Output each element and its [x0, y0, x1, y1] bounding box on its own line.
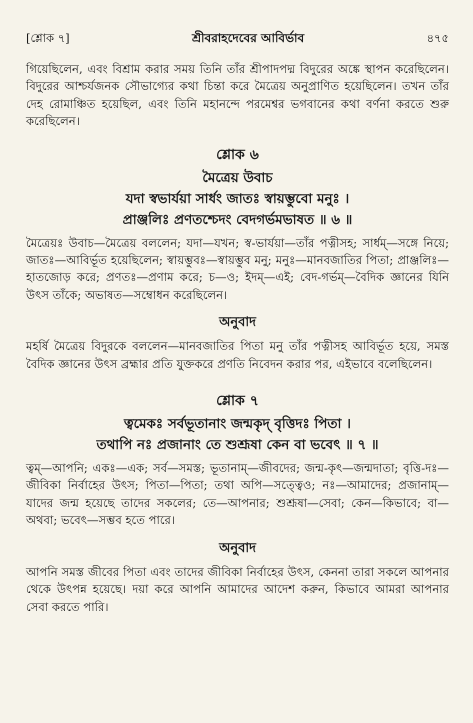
header-chapter-title: শ্রীবরাহদেবের আবির্ভাব	[192, 31, 305, 45]
verse-6-heading: শ্লোক ৬	[216, 146, 259, 163]
verse-7-translation: আপনি সমস্ত জীবের পিতা এবং তাদের জীবিকা নির্বাহের উৎস, কেননা তারা সকলে আপনার থেকে উৎপন্ন হয়েছে। দয়া করে আপনি আমাদের আদেশ করুন, কিভাবে আমরা আপনার সেবা করতে পারি।	[26, 564, 449, 614]
running-header	[26, 0, 449, 50]
verse-6-translation-heading: অনুবাদ	[219, 315, 256, 331]
header-page-number: ৪৭৫	[426, 31, 449, 45]
verse-7-heading: শ্লোক ৭	[216, 393, 259, 410]
verse-6-line-1: যদা স্বভার্যয়া সার্ধং জাতঃ স্বায়ম্ভুবো মনুঃ ।	[125, 190, 350, 207]
verse-7-translation-heading: অনুবাদ	[219, 540, 256, 556]
intro-paragraph: গিয়েছিলেন, এবং বিশ্রাম করার সময় তিনি তাঁর শ্রীপাদপদ্ম বিদুরের অঙ্কে স্থাপন করেছিলেন। বিদুরের আশ্চর্যজনক সৌভাগ্যের কথা চিন্তা করে মৈত্রেয় অনুপ্রাণিত হয়েছিলেন। তখন তাঁর দেহ রোমাঞ্চিত হয়েছিল, এবং তিনি মহানন্দে পরমেশ্বর ভগবানের কথা বর্ণনা করতে শুরু করেছিলেন।	[26, 62, 449, 129]
verse-7-line-2: তথাপি নঃ প্রজানাং তে শুশ্রূষা কেন বা ভবেৎ ॥ ৭ ॥	[96, 437, 379, 454]
verse-6-text	[26, 189, 449, 231]
verse-7-text	[26, 414, 449, 456]
verse-6-line-2: প্রাঞ্জলিঃ প্রণতশ্চেদং বেদগর্ভমভাষত ॥ ৬ ॥	[122, 211, 353, 228]
verse-7-synonyms: ত্বম্—আপনি; একঃ—এক; সর্ব—সমস্ত; ভূতানাম্—জীবদের; জন্ম-কৃৎ—জন্মদাতা; বৃত্তি-দঃ—জীবিকা নির্বাহের উৎস; পিতা—পিতা; তথা অপি—সত্ত্বেও; নঃ—আমাদের; প্রজানাম্—যাদের জন্ম হয়েছে তাদের সকলের; তে—আপনার; শুশ্রূষা—সেবা; কেন—কিভাবে; বা—অথবা; ভবেৎ—সম্ভব হতে পারে।	[26, 461, 449, 528]
verse-7-line-1: ত্বমেকঃ সর্বভূতানাং জন্মকৃদ্ বৃত্তিদঃ পিতা ।	[123, 416, 352, 433]
verse-6-translation: মহর্ষি মৈত্রেয় বিদুরকে বললেন—মানবজাতির পিতা মনু তাঁর পত্নীসহ আবির্ভূত হয়ে, সমস্ত বৈদিক জ্ঞানের উৎস ব্রহ্মার প্রতি যুক্তকরে প্রণতি নিবেদন করার পর, এইভাবে বলেছিলেন।	[26, 339, 449, 371]
verse-6-speaker: মৈত্রেয় উবাচ	[202, 169, 273, 186]
header-verse-ref: [শ্লোক ৭]	[26, 31, 70, 45]
verse-6-synonyms: মৈত্রেয়ঃ উবাচ—মৈত্রেয় বললেন; যদা—যখন; স্ব-ভার্যয়া—তাঁর পত্নীসহ; সার্ধম্—সঙ্গে নিয়ে; জাতঃ—আবির্ভূত হয়েছিলেন; স্বায়ম্ভুবঃ—স্বায়ম্ভুব মনু; মনুঃ—মানবজাতির পিতা; প্রাঞ্জলিঃ—হাতজোড় করে; প্রণতঃ—প্রণাম করে; চ—ও; ইদম্—এই; বেদ-গর্ভম্—বৈদিক জ্ঞানের যিনি উৎস তাঁকে; অভাষত—সম্বোধন করেছিলেন।	[26, 235, 449, 302]
